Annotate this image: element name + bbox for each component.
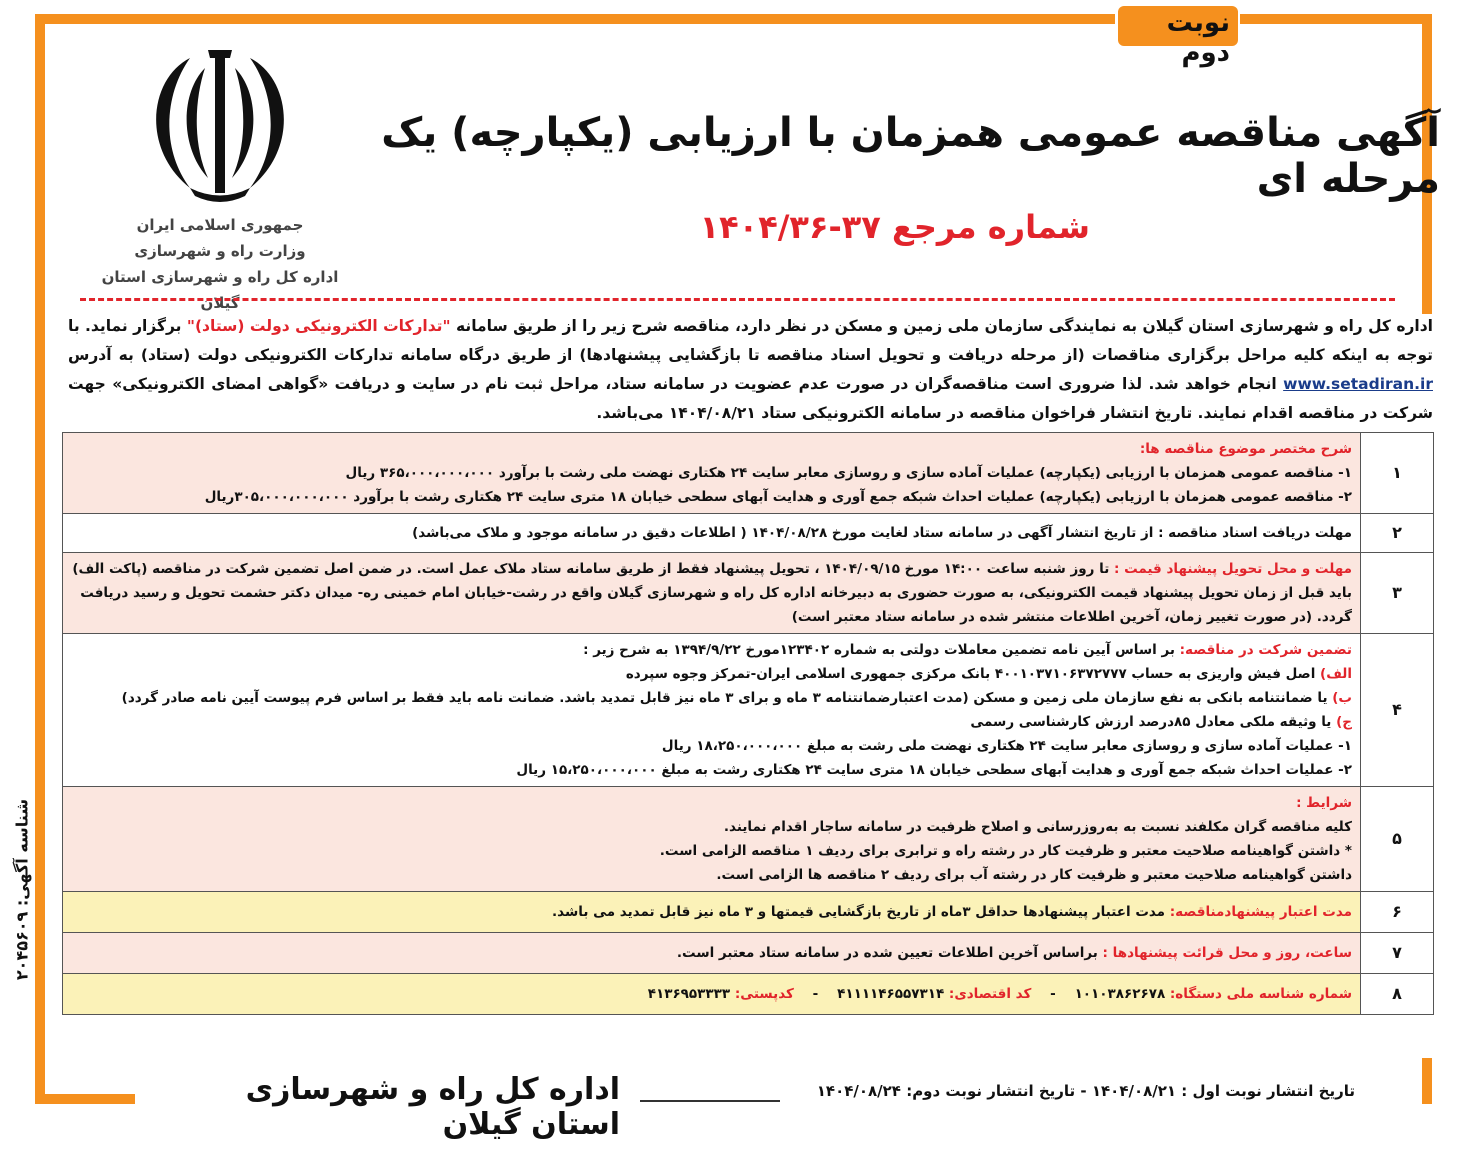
- postal-code-label: کدپستی:: [734, 986, 794, 1002]
- economic-code-label: کد اقتصادی:: [948, 986, 1032, 1002]
- row-label: ساعت، روز و محل قرائت پیشنهادها :: [1102, 945, 1352, 961]
- frame-top-bar-right: [1240, 14, 1432, 24]
- ad-id-vertical: [2, 790, 36, 1010]
- row-content: [63, 433, 1361, 514]
- table-row: [63, 553, 1434, 634]
- option-text: یا ضمانتنامه بانکی به نفع سازمان ملی زمین و مسکن (مدت اعتبارضمانتنامه ۳ ماه و برای ۳ ماه نیز قابل تمدید باشد. ضمانت نامه باید فقط بر اساس فرم پیوست آیین نامه صادر گردد): [121, 690, 1328, 706]
- reference-number: شماره مرجع ۳۷-۱۴۰۴/۳۶: [699, 208, 1090, 246]
- org-line-country: جمهوری اسلامی ایران: [136, 216, 304, 234]
- row-number: ۷: [1361, 933, 1434, 974]
- row-content: [63, 892, 1361, 933]
- row-content: مهلت دریافت اسناد مناقصه : از تاریخ انتشار آگهی در سامانه ستاد لغایت مورخ ۱۴۰۴/۰۸/۲۸ ( اطلاعات دقیق در سامانه موجود و ملاک می‌باشد): [63, 514, 1361, 553]
- row-number: ۲: [1361, 514, 1434, 553]
- intro-text-3: انجام خواهد شد. لذا ضروری است مناقصه‌گران در صورت عدم عضویت در سامانه ستاد، مراحل ثبت نام در سایت و دریافت «گواهی امضای الکترونیکی» جهت شرکت در مناقصه اقدام نمایند. تاریخ انتشار فراخوان مناقصه در سامانه الکترونیکی ستاد ۱۴۰۴/۰۸/۲۱ می‌باشد.: [68, 375, 1433, 422]
- row-number: ۸: [1361, 974, 1434, 1015]
- row-content: [63, 933, 1361, 974]
- separator: -: [812, 986, 819, 1002]
- national-id-label: شماره شناسه ملی دستگاه:: [1169, 986, 1352, 1002]
- round-badge: [1118, 6, 1238, 68]
- row-content: [63, 553, 1361, 634]
- frame-bottom-right-bar: [1422, 1058, 1432, 1104]
- row-label: تضمین شرکت در مناقصه:: [1179, 642, 1352, 658]
- publication-dates: تاریخ انتشار نوبت اول : ۱۴۰۴/۰۸/۲۱ - تاریخ انتشار نوبت دوم: ۱۴۰۴/۰۸/۲۴: [816, 1082, 1355, 1100]
- intro-paragraph: [68, 312, 1433, 428]
- intro-text-2: برگزار نماید. با توجه به اینکه کلیه مراحل برگزاری مناقصات (از مرحله دریافت و تحویل اسناد مناقصه تا بازگشایی پیشنهادها) از طریق درگاه سامانه تدارکات الکترونیکی دولت (ستاد) به آدرس: [68, 317, 1433, 364]
- separator: -: [1050, 986, 1056, 1002]
- option-label: ب): [1332, 690, 1352, 706]
- row-number: ۱: [1361, 433, 1434, 514]
- table-row: [63, 634, 1434, 787]
- footer-org-name: اداره کل راه و شهرسازی استان گیلان: [245, 1072, 620, 1142]
- condition-2: * داشتن گواهینامه صلاحیت معتبر و ظرفیت کار در رشته راه و ترابری برای ردیف ۱ مناقصه الزامی است.: [659, 843, 1352, 859]
- dashed-divider: [80, 298, 1395, 301]
- org-line-department: اداره کل راه و شهرسازی استان گیلان: [101, 268, 339, 312]
- footer-divider: [640, 1100, 780, 1102]
- table-row: [63, 433, 1434, 514]
- row-number: ۶: [1361, 892, 1434, 933]
- tender-item-2: ۲- مناقصه عمومی همزمان با ارزیابی (یکپارچه) عملیات احداث شبکه جمع آوری و هدایت آبهای سطحی خیابان ۱۸ متری سایت ۲۴ هکتاری رشت با برآورد ۳۰۵،۰۰۰،۰۰۰،۰۰۰ریال: [204, 489, 1352, 505]
- option-label: الف): [1320, 666, 1352, 682]
- table-row: [63, 933, 1434, 974]
- option-label: ج): [1336, 714, 1352, 730]
- intro-text-1: اداره کل راه و شهرسازی استان گیلان به نمایندگی سازمان ملی زمین و مسکن در نظر دارد، مناقصه شرح زیر را از طریق سامانه: [456, 317, 1433, 335]
- tender-item-1: ۱- مناقصه عمومی همزمان با ارزیابی (یکپارچه) عملیات آماده سازی و روسازی معابر سایت ۲۴ هکتاری نهضت ملی رشت با برآورد ۳۶۵،۰۰۰،۰۰۰،۰۰۰ ریال: [345, 465, 1352, 481]
- guarantee-item-2: ۲- عملیات احداث شبکه جمع آوری و هدایت آبهای سطحی خیابان ۱۸ متری سایت ۲۴ هکتاری رشت به مبلغ ۱۵،۲۵۰،۰۰۰،۰۰۰ ریال: [516, 762, 1352, 778]
- table-row: [63, 514, 1434, 553]
- row-text: تا روز شنبه ساعت ۱۴:۰۰ مورخ ۱۴۰۴/۰۹/۱۵ ، تحویل پیشنهاد فقط از طریق سامانه ستاد ملاک عمل است. در ضمن اصل تضمین شرکت در مناقصه (پاکت الف) باید قبل از زمان تحویل پیشنهاد قیمت الکترونیکی، به صورت حضوری به دبیرخانه اداره کل راه و شهرسازی گیلان واقع در رشت-خیابان امام خمینی ره- میدان دکتر حشمت تحویل و رسید دریافت گردد. (در صورت تغییر زمان، آخرین اطلاعات منتشر شده در سامانه ستاد معتبر است): [72, 561, 1352, 625]
- table-row: [63, 892, 1434, 933]
- setadiran-link[interactable]: www.setadiran.ir: [1283, 375, 1433, 393]
- table-row: [63, 787, 1434, 892]
- row-label: مهلت و محل تحویل پیشنهاد قیمت :: [1113, 561, 1352, 577]
- row-text: بر اساس آیین نامه تضمین معاملات دولتی به شماره ۱۲۳۴۰۲مورخ ۱۳۹۴/۹/۲۲ به شرح زیر :: [583, 642, 1175, 658]
- row-content: [63, 974, 1361, 1015]
- row-content: [63, 787, 1361, 892]
- org-line-ministry: وزارت راه و شهرسازی: [134, 242, 306, 260]
- row-text: مدت اعتبار پیشنهادها حداقل ۳ماه از تاریخ بازگشایی قیمتها و ۳ ماه نیز قابل تمدید می باشد.: [552, 904, 1166, 920]
- option-text: اصل فیش واریزی به حساب ۴۰۰۱۰۳۷۱۰۶۳۷۲۷۷۷ بانک مرکزی جمهوری اسلامی ایران-تمرکز وجوه سپرده: [625, 666, 1316, 682]
- iran-emblem-icon: [130, 38, 310, 208]
- option-text: یا وثیقه ملکی معادل ۸۵درصد ارزش کارشناسی رسمی: [970, 714, 1332, 730]
- economic-code-value: ۴۱۱۱۱۴۶۵۵۷۳۱۴: [837, 986, 945, 1002]
- national-id-value: ۱۰۱۰۳۸۶۲۶۷۸: [1074, 986, 1166, 1002]
- table-row: [63, 974, 1434, 1015]
- guarantee-item-1: ۱- عملیات آماده سازی و روسازی معابر سایت ۲۴ هکتاری نهضت ملی رشت به مبلغ ۱۸،۲۵۰،۰۰۰،۰۰۰ ریال: [661, 738, 1352, 754]
- row-number: ۵: [1361, 787, 1434, 892]
- row-content: [63, 634, 1361, 787]
- frame-left-bar: [35, 14, 45, 1104]
- row-label: مدت اعتبار پیشنهادمناقصه:: [1169, 904, 1352, 920]
- ad-id-text: شناسه آگهی: ۲۰۴۵۶۰۹: [12, 798, 32, 981]
- condition-3: داشتن گواهینامه صلاحیت معتبر و ظرفیت کار در رشته آب برای ردیف ۲ مناقصه ها الزامی است.: [716, 867, 1352, 883]
- page-title: آگهی مناقصه عمومی همزمان با ارزیابی (یکپارچه) یک مرحله ای: [381, 110, 1440, 202]
- tender-details-table: [62, 432, 1434, 1015]
- postal-code-value: ۴۱۳۶۹۵۳۳۳۳: [647, 986, 731, 1002]
- row-text: براساس آخرین اطلاعات تعیین شده در سامانه ستاد معتبر است.: [676, 945, 1098, 961]
- intro-system-name: "تدارکات الکترونیکی دولت (ستاد)": [186, 317, 451, 335]
- row-label: شرح مختصر موضوع مناقصه ها:: [1139, 441, 1352, 457]
- row-label: شرایط :: [1296, 795, 1352, 811]
- round-badge-label: نوبت دوم: [1166, 8, 1230, 68]
- row-number: ۳: [1361, 553, 1434, 634]
- condition-1: کلیه مناقصه گران مکلفند نسبت به به‌روزرسانی و اصلاح ظرفیت در سامانه ساجار اقدام نمایند.: [723, 819, 1352, 835]
- row-number: ۴: [1361, 634, 1434, 787]
- frame-top-bar: [35, 14, 1115, 24]
- frame-bottom-bar: [35, 1094, 135, 1104]
